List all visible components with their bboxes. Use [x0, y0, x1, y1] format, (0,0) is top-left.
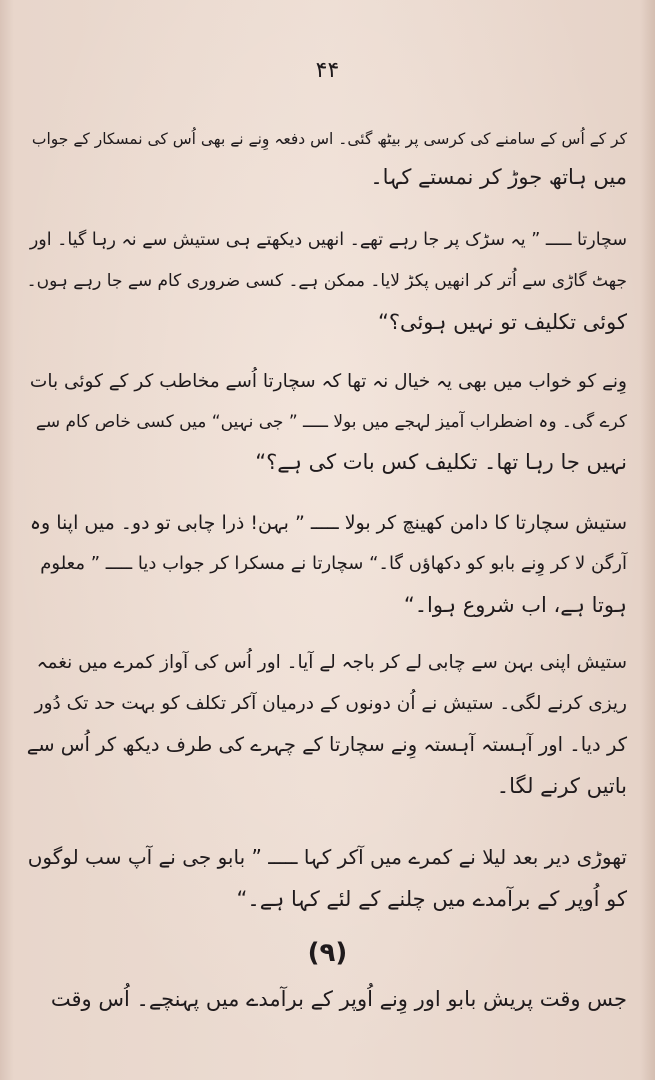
text-line: ریزی کرنے لگی۔ ستیش نے اُن دونوں کے درمیان آکر تکلف کو بہت حد تک دُور [34, 693, 627, 714]
text-line: جھٹ گاڑی سے اُتر کر انھیں پکڑ لایا۔ ممکن ہے۔ کسی ضروری کام سے جا رہے ہوں۔ [26, 271, 627, 291]
text-line: کو اُوپر کے برآمدے میں چلنے کے لئے کہا ہے۔“ [236, 887, 627, 911]
text-line: ستیش سچارتا کا دامن کھینچ کر بولا ـــــ ” بہن! ذرا چابی تو دو۔ میں اپنا وہ [29, 512, 627, 534]
section-number: (۹) [307, 938, 348, 968]
page-number: ۴۴ [315, 58, 340, 83]
text-line: کر دیا۔ اور آہستہ آہستہ وِنے سچارتا کے چہرے کی طرف دیکھ کر اُس سے [26, 733, 627, 756]
text-line: کرے گی۔ وہ اضطراب آمیز لہجے میں بولا ـــــ ” جی نہیں“ میں کسی خاص کام سے [35, 412, 627, 432]
text-line: وِنے کو خواب میں بھی یہ خیال نہ تھا کہ سچارتا اُسے مخاطب کر کے کوئی بات [29, 371, 627, 392]
text-line: ستیش اپنی بہن سے چابی لے کر باجہ لے آیا۔ اور اُس کی آواز کمرے میں نغمہ [36, 652, 627, 673]
text-line: کوئی تکلیف تو نہیں ہوئی؟“ [377, 310, 627, 334]
text-line: ہوتا ہے، اب شروع ہوا۔“ [403, 593, 627, 617]
text-line: جس وقت پریش بابو اور وِنے اُوپر کے برآمدے میں پہنچے۔ اُس وقت [50, 987, 627, 1011]
text-line: کر کے اُس کے سامنے کی کرسی پر بیٹھ گئی۔ اس دفعہ وِنے نے بھی اُس کی نمسکار کے جواب [31, 130, 627, 148]
text-line: نہیں جا رہا تھا۔ تکلیف کس بات کی ہے؟“ [255, 450, 627, 474]
text-line: سچارتا ـــــ ” یہ سڑک پر جا رہے تھے۔ انھیں دیکھتے ہی ستیش سے نہ رہا گیا۔ اور [29, 230, 627, 250]
text-line: آرگن لا کر وِنے بابو کو دکھاؤں گا۔“ سچارتا نے مسکرا کر جواب دیا ـــــ ” معلوم [40, 553, 627, 574]
text-line: باتیں کرنے لگا۔ [496, 774, 627, 798]
text-line: میں ہاتھ جوڑ کر نمستے کہا۔ [370, 165, 627, 189]
text-line: تھوڑی دیر بعد لیلا نے کمرے میں آکر کہا ـــــ ” بابو جی نے آپ سب لوگوں [27, 845, 627, 869]
